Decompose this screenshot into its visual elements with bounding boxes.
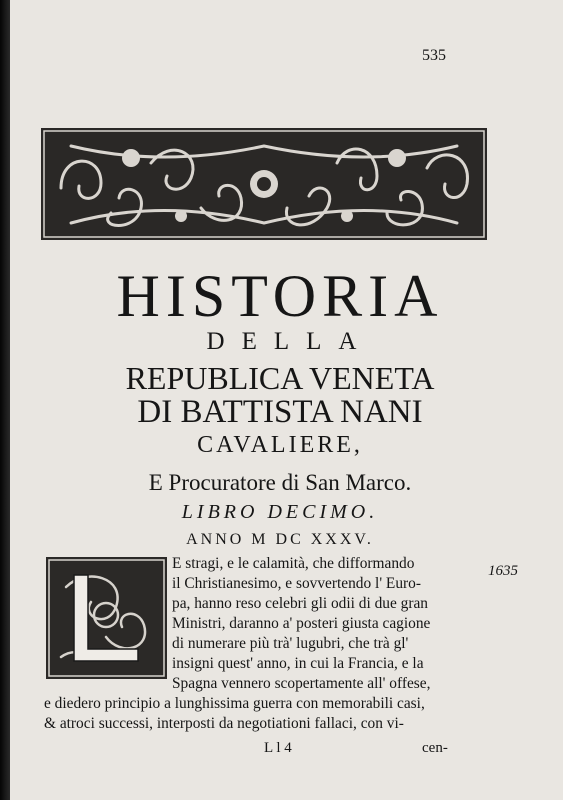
title-line-author: DI BATTISTA NANI <box>137 394 423 430</box>
page-number: 535 <box>422 47 446 64</box>
book-heading: LIBRO DECIMO. <box>181 501 379 523</box>
title-line-republica: REPUBLICA VENETA <box>125 360 435 396</box>
body-line: il Christianesimo, e sovvertendo l' Euro- <box>172 575 421 592</box>
body-line: pa, hanno reso celebri gli odii di due gran <box>172 595 429 612</box>
woodcut-initial-L-icon <box>46 557 167 679</box>
title-line-della: DELLA <box>206 328 374 355</box>
title-line-procuratore: E Procuratore di San Marco. <box>148 470 412 495</box>
body-line: E stragi, e le calamità, che difformando <box>172 555 415 572</box>
catchword: cen- <box>422 740 448 756</box>
book-page <box>10 0 563 800</box>
margin-year: 1635 <box>488 563 518 579</box>
body-line: Spagna vennero scopertamente all' offese, <box>172 675 431 692</box>
title-line-historia: HISTORIA <box>116 263 444 329</box>
body-line: Ministri, daranno a' posteri giusta cagione <box>172 615 431 632</box>
book-gutter-edge <box>0 0 10 800</box>
body-line: di numerare più trà' lugubri, che trà gl' <box>172 635 409 652</box>
signature-mark: L l 4 <box>264 740 292 756</box>
body-line: insigni quest' anno, in cui la Francia, e la <box>172 655 424 672</box>
woodcut-headpiece-icon <box>41 128 487 240</box>
title-line-cavaliere: CAVALIERE, <box>197 432 363 458</box>
year-heading: ANNO M DC XXXV. <box>186 531 374 548</box>
body-line: e diedero principio a lunghissima guerra con memorabili casi, <box>44 695 425 712</box>
body-line: & atroci successi, interposti da negotiationi fallaci, con vi- <box>44 715 404 732</box>
